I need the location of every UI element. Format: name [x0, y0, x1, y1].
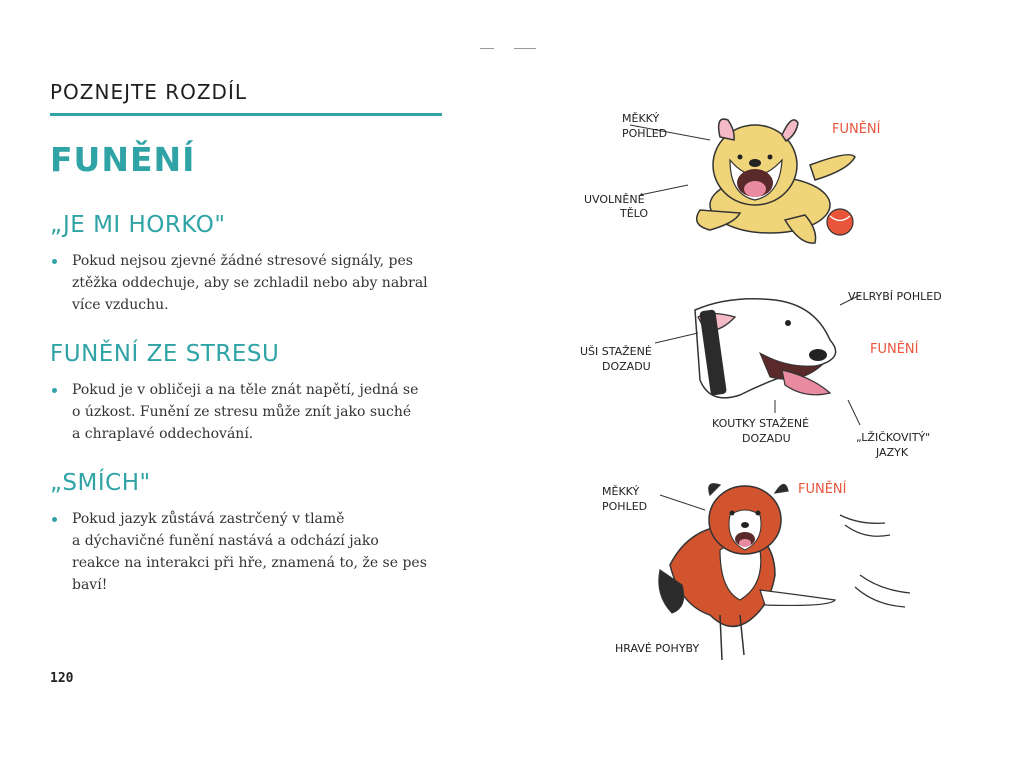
bulldog-label-soft: MĚKKÝ	[622, 112, 660, 125]
line: Pokud je v obličeji a na těle znát napětí, jedná se	[72, 382, 419, 398]
whitedog-label-spoon: „LŽIČKOVITÝ"	[856, 431, 931, 444]
block-heading: FUNĚNÍ ZE STRESU	[50, 341, 280, 367]
whitedog-label-funeni: FUNĚNÍ	[870, 342, 919, 357]
page-title: FUNĚNÍ	[50, 140, 196, 179]
line: baví!	[72, 577, 108, 593]
block-heading: „SMÍCH"	[50, 470, 151, 496]
block-paragraph	[50, 508, 450, 596]
block-paragraph	[50, 379, 450, 445]
section-label: POZNEJTE ROZDÍL	[50, 80, 247, 104]
block-heading: „JE MI HORKO"	[50, 212, 226, 238]
block-stress	[50, 341, 450, 445]
line: více vzduchu.	[72, 297, 169, 313]
line: reakce na interakci při hře, znamená to, že se pes	[72, 555, 427, 571]
top-marks	[480, 48, 540, 52]
block-laugh	[50, 470, 450, 596]
whitedog-label-spoon-2: JAZYK	[876, 446, 909, 459]
line: a chraplavé oddechování.	[72, 426, 254, 442]
illustrations	[560, 95, 960, 675]
whitedog-label-corners: KOUTKY STAŽENÉ	[712, 417, 810, 430]
whitedog-illustration	[580, 290, 942, 459]
collie-label-soft: MĚKKÝ	[602, 485, 640, 498]
bulldog-label-relaxed-2: TĚLO	[620, 207, 649, 220]
bulldog-label-funeni: FUNĚNÍ	[832, 122, 881, 137]
whitedog-label-corners-2: DOZADU	[742, 432, 791, 445]
whitedog-label-whale: VELRYBÍ POHLED	[848, 290, 942, 303]
block-paragraph	[50, 250, 450, 316]
line: o úzkost. Funění ze stresu může znít jako suché	[72, 404, 412, 420]
bulldog-label-relaxed: UVOLNĚNÉ	[584, 193, 645, 206]
line: a dýchavičné funění nastává a odchází jako	[72, 533, 379, 549]
line: ztěžka oddechuje, aby se zchladil nebo aby nabral	[72, 275, 428, 291]
page-number: 120	[50, 671, 74, 686]
bulldog-label-soft-2: POHLED	[622, 127, 668, 140]
collie-illustration	[602, 481, 910, 660]
block-hot	[50, 212, 450, 316]
whitedog-label-ears-2: DOZADU	[602, 360, 651, 373]
collie-label-playful: HRAVÉ POHYBY	[615, 642, 700, 655]
collie-label-soft-2: POHLED	[602, 500, 648, 513]
bulldog-illustration	[584, 112, 881, 243]
line: Pokud nejsou zjevné žádné stresové signály, pes	[72, 253, 413, 269]
whitedog-label-ears: UŠI STAŽENÉ	[580, 345, 652, 358]
heading-rule	[50, 113, 442, 116]
line: Pokud jazyk zůstává zastrčený v tlamě	[72, 511, 345, 527]
collie-label-funeni: FUNĚNÍ	[798, 482, 847, 497]
